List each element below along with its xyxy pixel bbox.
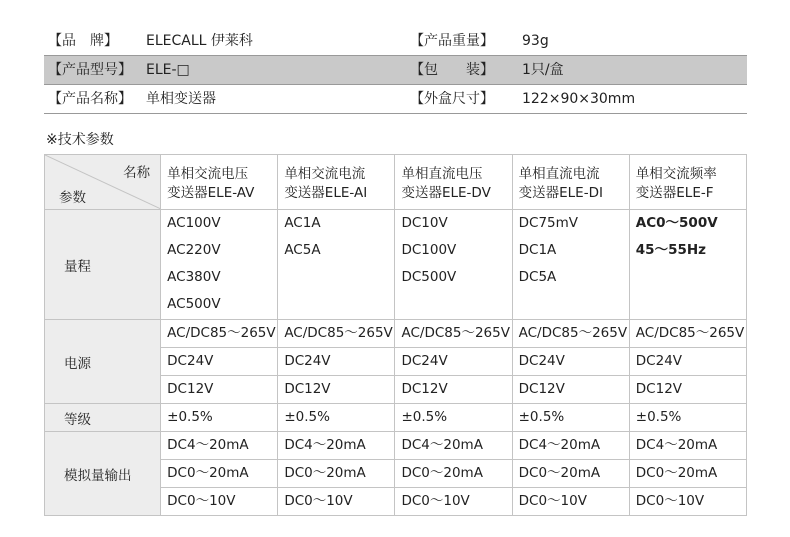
header-row (45, 155, 747, 210)
value-line: DC12V (635, 381, 683, 397)
value-line: AC/DC85～265V (284, 325, 393, 341)
model-title: 单相交流频率 (635, 166, 717, 182)
package-value: 1只/盒 (522, 62, 564, 78)
value-cell (161, 488, 278, 516)
value-cell (278, 488, 395, 516)
param-label: 电源 (45, 320, 161, 404)
package-label: 【包 装】 (410, 62, 494, 78)
value-cell (161, 460, 278, 488)
model-label: 【产品型号】 (48, 62, 132, 78)
value-cell (278, 460, 395, 488)
model-code: 变送器ELE-AI (284, 185, 368, 201)
spec-table (44, 154, 747, 516)
value-line: AC1A (284, 215, 321, 231)
value-line: DC0～20mA (167, 465, 249, 481)
value-line: DC0～10V (284, 493, 353, 509)
value-line: DC24V (284, 353, 331, 369)
value-cell (629, 460, 746, 488)
value-line: AC100V (167, 215, 221, 231)
value-line: DC24V (635, 353, 683, 369)
value-line: 45～55Hz (635, 242, 707, 258)
value-line: DC1A (518, 242, 557, 258)
value-cell (278, 432, 395, 460)
model-title: 单相交流电流 (284, 166, 366, 182)
value-cell (629, 320, 746, 348)
value-line: DC0～20mA (284, 465, 366, 481)
value-cell (161, 320, 278, 348)
value-cell (395, 404, 512, 432)
value-line: DC10V (401, 215, 448, 231)
value-cell (278, 348, 395, 376)
model-value: ELE-□ (146, 62, 190, 78)
table-row-power (45, 320, 747, 348)
info-row-brand (44, 27, 747, 55)
table-row-range (45, 210, 747, 320)
value-line: DC4～20mA (401, 437, 483, 453)
value-cell (395, 348, 512, 376)
value-line: DC24V (518, 353, 565, 369)
value-line: DC4～20mA (518, 437, 601, 453)
corner-param: 参数 (59, 190, 86, 206)
param-label: 模拟量输出 (45, 432, 161, 516)
table-row-output (45, 432, 747, 460)
brand-label: 【品 牌】 (48, 33, 118, 49)
value-line: AC/DC85～265V (167, 325, 276, 341)
value-line: DC0～20mA (518, 465, 601, 481)
value-cell (395, 488, 512, 516)
name-value: 单相变送器 (146, 91, 216, 107)
divider (44, 113, 747, 114)
value-line: DC75mV (518, 215, 579, 231)
value-line: DC4～20mA (284, 437, 366, 453)
value-line: ±0.5% (401, 409, 448, 425)
value-cell (512, 210, 629, 320)
value-cell (161, 376, 278, 404)
value-line: ±0.5% (167, 409, 213, 425)
value-cell (629, 488, 746, 516)
weight-value: 93g (522, 33, 549, 49)
value-line: DC24V (401, 353, 448, 369)
value-cell (161, 210, 278, 320)
model-title: 单相直流电流 (518, 166, 600, 182)
value-cell (395, 432, 512, 460)
value-line: DC12V (167, 381, 214, 397)
value-cell (161, 432, 278, 460)
model-header-2 (395, 155, 512, 210)
value-cell (512, 488, 629, 516)
value-line: DC12V (401, 381, 448, 397)
value-line: DC5A (518, 269, 557, 285)
param-label: 等级 (45, 404, 161, 432)
info-row-model (44, 56, 747, 84)
value-cell (512, 460, 629, 488)
brand-value: ELECALL 伊莱科 (146, 33, 253, 49)
value-line: DC0～10V (401, 493, 470, 509)
value-cell (161, 348, 278, 376)
value-cell (629, 432, 746, 460)
value-line: AC0～500V (635, 215, 718, 231)
param-label: 量程 (45, 210, 161, 320)
value-line: AC/DC85～265V (635, 325, 745, 341)
value-cell (512, 376, 629, 404)
value-cell (161, 404, 278, 432)
model-code: 变送器ELE-DI (518, 185, 603, 201)
value-line: ±0.5% (284, 409, 330, 425)
value-cell (512, 348, 629, 376)
value-line: DC0～10V (518, 493, 587, 509)
model-header-3 (512, 155, 629, 210)
box-value: 122×90×30mm (522, 91, 636, 107)
value-cell (278, 210, 395, 320)
value-line: DC0～10V (635, 493, 705, 509)
value-cell (278, 320, 395, 348)
value-cell (629, 376, 746, 404)
weight-label: 【产品重量】 (410, 33, 494, 49)
value-line: DC0～20mA (635, 465, 718, 481)
model-title: 单相直流电压 (401, 166, 483, 182)
value-line: AC/DC85～265V (401, 325, 510, 341)
value-cell (395, 320, 512, 348)
value-cell (629, 210, 746, 320)
box-label: 【外盒尺寸】 (410, 91, 494, 107)
model-header-1 (278, 155, 395, 210)
value-cell (278, 376, 395, 404)
value-line: DC12V (518, 381, 565, 397)
value-cell (395, 210, 512, 320)
value-line: DC500V (401, 269, 457, 285)
model-code: 变送器ELE-DV (401, 185, 491, 201)
value-cell (512, 432, 629, 460)
model-code: 变送器ELE-AV (167, 185, 255, 201)
value-line: AC380V (167, 269, 221, 285)
model-header-0 (161, 155, 278, 210)
model-header-4 (629, 155, 746, 210)
value-cell (629, 348, 746, 376)
value-line: AC/DC85～265V (518, 325, 628, 341)
value-line: DC0～10V (167, 493, 236, 509)
value-line: ±0.5% (635, 409, 682, 425)
value-cell (512, 320, 629, 348)
corner-name: 名称 (123, 165, 151, 181)
value-line: DC12V (284, 381, 331, 397)
value-line: AC500V (167, 296, 221, 312)
value-cell (629, 404, 746, 432)
table-row-grade (45, 404, 747, 432)
value-line: DC100V (401, 242, 457, 258)
section-title: ※技术参数 (46, 132, 114, 148)
value-cell (395, 376, 512, 404)
value-line: DC24V (167, 353, 214, 369)
value-line: DC4～20mA (635, 437, 718, 453)
name-label: 【产品名称】 (48, 91, 132, 107)
value-cell (395, 460, 512, 488)
value-line: AC5A (284, 242, 321, 258)
value-line: ±0.5% (518, 409, 565, 425)
value-cell (512, 404, 629, 432)
model-code: 变送器ELE-F (635, 185, 714, 201)
value-line: DC0～20mA (401, 465, 483, 481)
value-line: DC4～20mA (167, 437, 249, 453)
info-row-name (44, 85, 747, 113)
value-line: AC220V (167, 242, 221, 258)
value-cell (278, 404, 395, 432)
model-title: 单相交流电压 (167, 166, 249, 182)
corner-cell (45, 155, 161, 210)
